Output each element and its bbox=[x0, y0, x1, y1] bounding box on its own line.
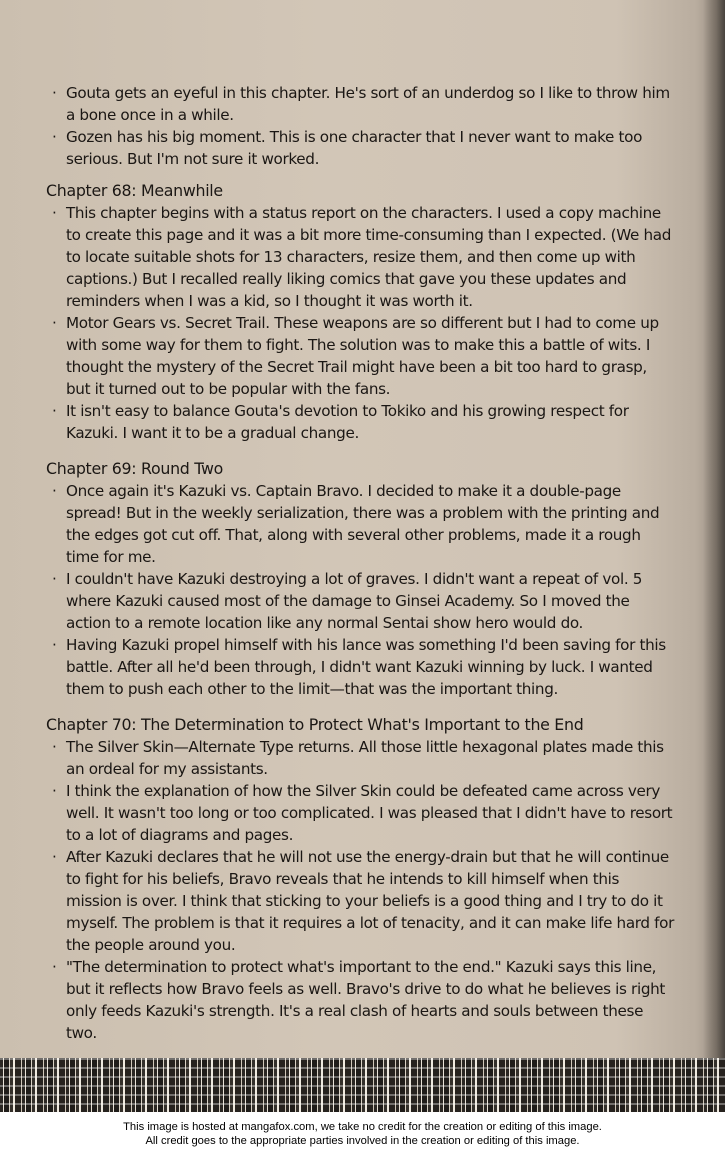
list-item bbox=[46, 634, 674, 700]
list-item bbox=[46, 312, 674, 400]
chapter-bullet-list bbox=[46, 480, 674, 700]
bullet-text: I couldn't have Kazuki destroying a lot of graves. I didn't want a repeat of vol. 5 where Kazuki caused most of the damage to Ginsei Academy. So I moved the action to a remote location like any normal Sentai show hero would do. bbox=[66, 570, 643, 632]
bullet-text: After Kazuki declares that he will not use the energy-drain but that he will continue to fight for his beliefs, Bravo reveals that he intends to kill himself when this mission is over. I think that sticking to your beliefs is a good thing and I try to do it myself. The problem is that it requires a lot of tenacity, and it can make life hard for the people around you. bbox=[66, 848, 675, 954]
bullet-glyph: · bbox=[52, 738, 57, 756]
list-item bbox=[46, 846, 674, 956]
bullet-text: "The determination to protect what's important to the end." Kazuki says this line, but it reflects how Bravo feels as well. Bravo's drive to do what he believes is right only feeds Kazuki's strength. It's a real clash of hearts and souls between these two. bbox=[66, 958, 665, 1042]
bullet-glyph: · bbox=[52, 636, 57, 654]
hosting-credit-notice bbox=[0, 1120, 725, 1148]
bullet-glyph: · bbox=[52, 84, 57, 102]
list-item bbox=[46, 956, 674, 1044]
bullet-text: Motor Gears vs. Secret Trail. These weapons are so different but I had to come up with some way for them to fight. The solution was to make this a battle of wits. I thought the mystery of the Secret Trail might have been a bit too hard to grasp, but it turned out to be popular with the fans. bbox=[66, 314, 659, 398]
list-item bbox=[46, 568, 674, 634]
bullet-glyph: · bbox=[52, 782, 57, 800]
list-item bbox=[46, 82, 674, 126]
chapter-heading: Chapter 70: The Determination to Protect What's Important to the End bbox=[46, 715, 584, 734]
bullet-text: Having Kazuki propel himself with his lance was something I'd been saving for this battle. After all he'd been through, I didn't want Kazuki winning by luck. I wanted them to push each other to the limit—that was the important thing. bbox=[66, 636, 666, 698]
credit-line-2: All credit goes to the appropriate parties involved in the creation or editing of this image. bbox=[145, 1135, 580, 1147]
bullet-glyph: · bbox=[52, 958, 57, 976]
bullet-text: Gouta gets an eyeful in this chapter. He's sort of an underdog so I like to throw him a bone once in a while. bbox=[66, 84, 670, 124]
bullet-glyph: · bbox=[52, 204, 57, 222]
list-item bbox=[46, 126, 674, 170]
bullet-glyph: · bbox=[52, 314, 57, 332]
binding-shadow bbox=[703, 0, 725, 1112]
bullet-glyph: · bbox=[52, 402, 57, 420]
bullet-glyph: · bbox=[52, 848, 57, 866]
bullet-text: I think the explanation of how the Silver Skin could be defeated came across very well. It wasn't too long or too complicated. I was pleased that I didn't have to resort to a lot of diagrams and pages. bbox=[66, 782, 673, 844]
bullet-glyph: · bbox=[52, 482, 57, 500]
chapter-68-section bbox=[46, 180, 674, 444]
bullet-text: Once again it's Kazuki vs. Captain Bravo. I decided to make it a double-page spread! But in the weekly serialization, there was a problem with the printing and the edges got cut off. That, along with several other problems, made it a rough time for me. bbox=[66, 482, 660, 566]
chapter-bullet-list bbox=[46, 202, 674, 444]
chapter-bullet-list bbox=[46, 736, 674, 1044]
list-item bbox=[46, 780, 674, 846]
bullet-text: The Silver Skin—Alternate Type returns. All those little hexagonal plates made this an ordeal for my assistants. bbox=[66, 738, 664, 778]
intro-bullet-list bbox=[46, 82, 674, 170]
list-item bbox=[46, 736, 674, 780]
bullet-text: It isn't easy to balance Gouta's devotion to Tokiko and his growing respect for Kazuki. I want it to be a gradual change. bbox=[66, 402, 629, 442]
credit-line-1: This image is hosted at mangafox.com, we take no credit for the creation or editing of this image. bbox=[123, 1121, 602, 1133]
chapter-70-section bbox=[46, 714, 674, 1044]
bullet-glyph: · bbox=[52, 570, 57, 588]
chapter-heading: Chapter 68: Meanwhile bbox=[46, 181, 223, 200]
decorative-barcode-stripe bbox=[0, 1058, 725, 1112]
list-item bbox=[46, 480, 674, 568]
bullet-text: This chapter begins with a status report on the characters. I used a copy machine to create this page and it was a bit more time-consuming than I expected. (We had to locate suitable shots for 13 characters, resize them, and then come up with captions.) But I recalled really liking comics that gave you these updates and reminders when I was a kid, so I thought it was worth it. bbox=[66, 204, 672, 310]
list-item bbox=[46, 202, 674, 312]
bullet-glyph: · bbox=[52, 128, 57, 146]
chapter-69-section bbox=[46, 458, 674, 700]
page-text bbox=[46, 82, 674, 1044]
list-item bbox=[46, 400, 674, 444]
bullet-text: Gozen has his big moment. This is one character that I never want to make too serious. But I'm not sure it worked. bbox=[66, 128, 643, 168]
chapter-heading: Chapter 69: Round Two bbox=[46, 459, 223, 478]
